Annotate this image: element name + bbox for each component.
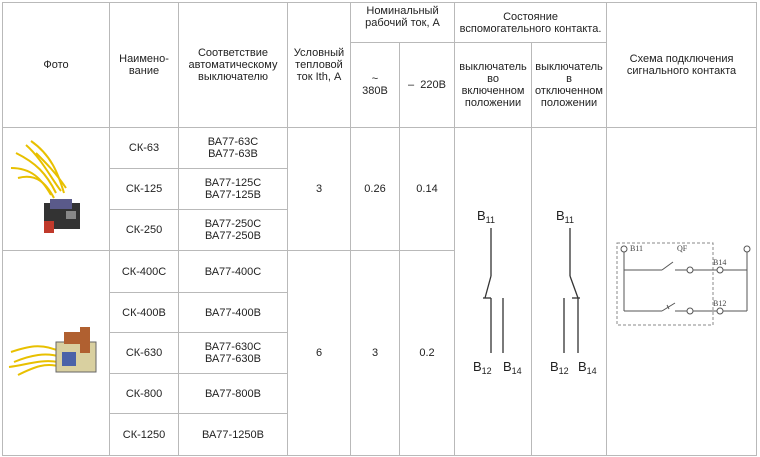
dc-prefix: – [408,79,415,91]
label-b12: $B_{12}$ [550,359,569,376]
row-breaker [179,374,288,414]
scheme-svg [607,128,757,452]
row-breaker [179,210,288,251]
scheme-b11: B11 [630,244,644,253]
label-b14: $B_{14}$ [503,359,522,376]
breaker-line: ВА77-630В [205,353,261,365]
row-name: СК-400В [110,293,179,333]
group1-thermal: 3 [288,128,351,251]
breaker-line: ВА77-125В [205,189,261,201]
row-name: СК-63 [110,128,179,169]
breaker-line: ВА77-63С [207,136,259,148]
label-b14: $B_{14}$ [578,359,597,376]
row-name: СК-630 [110,333,179,374]
contact-off-diagram [532,128,607,456]
label-b11: $B_{11}$ [477,208,496,225]
contact-on-diagram [455,128,532,456]
row-name: СК-800 [110,374,179,414]
group2-i380: 3 [351,251,400,456]
photo-large-contact [3,251,110,456]
group2-i220: 0.2 [400,251,455,456]
header-state-off: выключатель в отключенном положении [532,43,607,128]
photo-small-contact [3,128,110,251]
breaker-line: ВА77-125С [204,177,262,189]
label-b11: $B_{11}$ [556,208,575,225]
header-state-on: выключатель во включенном положении [455,43,532,128]
header-thermal: Условный тепловой ток Ith, А [288,3,351,128]
breaker-line: ВА77-63В [208,148,258,160]
breaker-line: ВА77-630С [204,341,262,353]
row-breaker [179,414,288,456]
header-breaker: Соответствие автоматическому выключателю [179,3,288,128]
ac-prefix: ~ [371,73,379,85]
header-380-label: 380В [362,85,388,97]
connection-scheme [607,128,757,456]
header-state: Состояние вспомогательного контакта. [455,3,607,43]
scheme-b14: B14 [713,258,727,267]
row-name: СК-1250 [110,414,179,456]
breaker-line: ВА77-800В [205,387,261,400]
scheme-qf: QF [677,244,688,253]
group2-thermal: 6 [288,251,351,456]
row-name: СК-400С [110,251,179,293]
row-name: СК-125 [110,169,179,210]
row-breaker [179,333,288,374]
small-contact-image [6,133,106,243]
group1-i380: 0.26 [351,128,400,251]
header-rated: Номинальный рабочий ток, А [351,3,455,43]
row-breaker [179,293,288,333]
row-name: СК-250 [110,210,179,251]
breaker-line: ВА77-250В [205,230,261,242]
scheme-b12: B12 [713,299,727,308]
row-breaker [179,251,288,293]
breaker-line: ВА77-1250В [201,428,264,441]
header-380 [351,43,400,128]
header-220 [400,43,455,128]
header-photo: Фото [3,3,110,128]
large-contact-image [6,257,106,447]
label-b12: $B_{12}$ [473,359,492,376]
header-name: Наимено-вание [110,3,179,128]
header-220-label: 220В [420,79,446,91]
group1-i220: 0.14 [400,128,455,251]
breaker-line: ВА77-250С [204,218,262,230]
header-scheme: Схема подключения сигнального контакта [607,3,757,128]
row-breaker [179,128,288,169]
breaker-line: ВА77-400С [204,265,262,278]
contact-table [2,2,757,456]
contact-on-svg [455,128,532,452]
contact-off-svg [532,128,607,452]
row-breaker [179,169,288,210]
breaker-line: ВА77-400В [205,306,261,319]
